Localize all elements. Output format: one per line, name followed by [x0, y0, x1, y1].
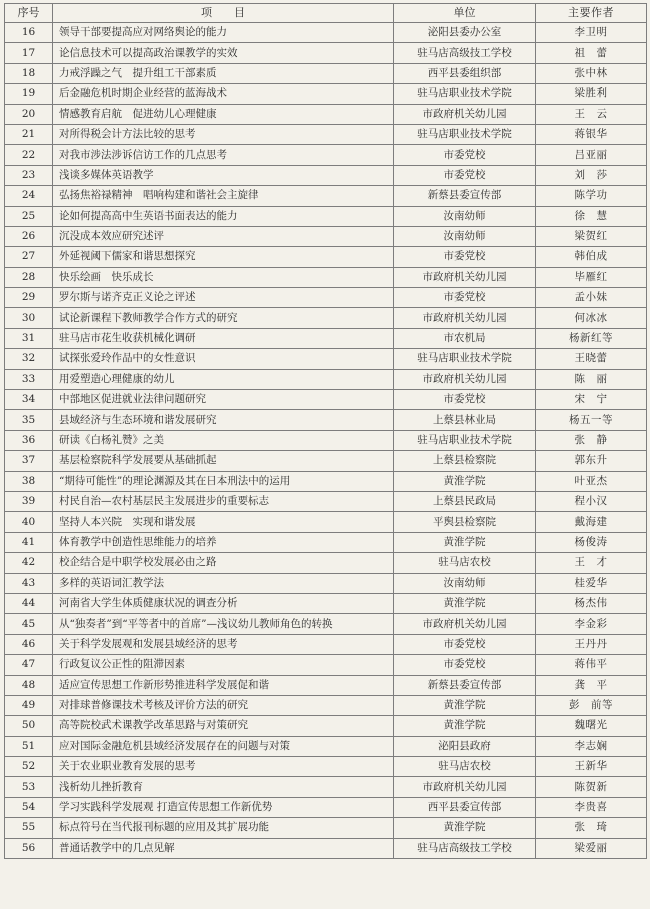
award-table — [4, 3, 647, 859]
row-project: 村民自治—农村基层民主发展进步的重要标志 — [53, 491, 394, 511]
row-unit: 市政府机关幼儿园 — [394, 104, 536, 124]
row-project: 快乐绘画 快乐成长 — [53, 267, 394, 287]
table-row — [5, 165, 647, 185]
row-author: 李贵喜 — [536, 797, 647, 817]
row-project: 多样的英语词汇教学法 — [53, 573, 394, 593]
row-author: 戴海建 — [536, 512, 647, 532]
table-row — [5, 145, 647, 165]
row-unit: 市政府机关幼儿园 — [394, 308, 536, 328]
row-author: 王 才 — [536, 553, 647, 573]
row-author: 陈学功 — [536, 186, 647, 206]
table-row — [5, 63, 647, 83]
row-project: 应对国际金融危机县域经济发展存在的问题与对策 — [53, 736, 394, 756]
row-no: 17 — [5, 43, 53, 63]
row-no: 20 — [5, 104, 53, 124]
row-project: 对我市涉法涉诉信访工作的几点思考 — [53, 145, 394, 165]
row-no: 42 — [5, 553, 53, 573]
row-project: 罗尔斯与诺齐克正义论之评述 — [53, 288, 394, 308]
table-row — [5, 206, 647, 226]
row-unit: 驻马店职业技术学院 — [394, 430, 536, 450]
table-row — [5, 512, 647, 532]
row-unit: 上蔡县民政局 — [394, 491, 536, 511]
row-no: 29 — [5, 288, 53, 308]
row-unit: 驻马店高级技工学校 — [394, 838, 536, 858]
table-row — [5, 430, 647, 450]
row-unit: 驻马店职业技术学院 — [394, 124, 536, 144]
row-project: 标点符号在当代报刊标题的应用及其扩展功能 — [53, 818, 394, 838]
row-unit: 驻马店职业技术学院 — [394, 349, 536, 369]
row-no: 30 — [5, 308, 53, 328]
row-author: 王丹丹 — [536, 634, 647, 654]
row-unit: 西平县委组织部 — [394, 63, 536, 83]
row-author: 王新华 — [536, 757, 647, 777]
table-row — [5, 186, 647, 206]
row-project: 行政复议公正性的阻滞因素 — [53, 655, 394, 675]
table-row — [5, 124, 647, 144]
row-author: 毕雁红 — [536, 267, 647, 287]
table-row — [5, 23, 647, 43]
row-unit: 黄淮学院 — [394, 695, 536, 715]
row-author: 叶亚杰 — [536, 471, 647, 491]
row-author: 吕亚丽 — [536, 145, 647, 165]
row-unit: 黄淮学院 — [394, 593, 536, 613]
row-project: 试探张爱玲作品中的女性意识 — [53, 349, 394, 369]
table-row — [5, 471, 647, 491]
row-author: 祖 蕾 — [536, 43, 647, 63]
row-author: 梁爱丽 — [536, 838, 647, 858]
table-row — [5, 777, 647, 797]
row-no: 21 — [5, 124, 53, 144]
row-unit: 市委党校 — [394, 247, 536, 267]
table-row — [5, 593, 647, 613]
row-unit: 黄淮学院 — [394, 818, 536, 838]
row-unit: 西平县委宣传部 — [394, 797, 536, 817]
table-row — [5, 390, 647, 410]
table-row — [5, 349, 647, 369]
row-no: 41 — [5, 532, 53, 552]
row-unit: 新蔡县委宣传部 — [394, 675, 536, 695]
row-unit: 新蔡县委宣传部 — [394, 186, 536, 206]
row-no: 49 — [5, 695, 53, 715]
row-author: 陈贺新 — [536, 777, 647, 797]
row-project: 学习实践科学发展观 打造宣传思想工作新优势 — [53, 797, 394, 817]
row-no: 36 — [5, 430, 53, 450]
table-row — [5, 634, 647, 654]
row-no: 51 — [5, 736, 53, 756]
award-list-page — [4, 3, 646, 903]
row-unit: 平舆县检察院 — [394, 512, 536, 532]
row-unit: 泌阳县政府 — [394, 736, 536, 756]
row-unit: 市政府机关幼儿园 — [394, 369, 536, 389]
row-unit: 黄淮学院 — [394, 471, 536, 491]
row-author: 李志娴 — [536, 736, 647, 756]
row-unit: 市政府机关幼儿园 — [394, 777, 536, 797]
row-author: 宋 宁 — [536, 390, 647, 410]
row-author: 张 琦 — [536, 818, 647, 838]
row-no: 48 — [5, 675, 53, 695]
row-project: “期待可能性”的理论渊源及其在日本刑法中的运用 — [53, 471, 394, 491]
table-row — [5, 104, 647, 124]
row-project: 从“独奏者”到“平等者中的首席”—浅议幼儿教师角色的转换 — [53, 614, 394, 634]
row-author: 蒋银华 — [536, 124, 647, 144]
row-unit: 市委党校 — [394, 288, 536, 308]
table-row — [5, 491, 647, 511]
row-author: 彭 前等 — [536, 695, 647, 715]
row-project: 河南省大学生体质健康状况的调查分析 — [53, 593, 394, 613]
row-no: 47 — [5, 655, 53, 675]
row-author: 徐 慧 — [536, 206, 647, 226]
row-project: 校企结合是中职学校发展必由之路 — [53, 553, 394, 573]
row-unit: 市政府机关幼儿园 — [394, 267, 536, 287]
row-no: 34 — [5, 390, 53, 410]
table-row — [5, 675, 647, 695]
table-row — [5, 553, 647, 573]
row-project: 对所得税会计方法比较的思考 — [53, 124, 394, 144]
row-unit: 市委党校 — [394, 655, 536, 675]
row-no: 45 — [5, 614, 53, 634]
row-no: 54 — [5, 797, 53, 817]
table-body — [5, 23, 647, 859]
row-no: 23 — [5, 165, 53, 185]
row-no: 56 — [5, 838, 53, 858]
table-row — [5, 451, 647, 471]
row-unit: 市委党校 — [394, 145, 536, 165]
row-project: 普通话教学中的几点见解 — [53, 838, 394, 858]
row-unit: 市委党校 — [394, 634, 536, 654]
row-project: 高等院校武术课教学改革思路与对策研究 — [53, 716, 394, 736]
row-author: 王晓蕾 — [536, 349, 647, 369]
row-project: 沉没成本效应研究述评 — [53, 226, 394, 246]
row-project: 外延视阈下儒家和谐思想探究 — [53, 247, 394, 267]
table-row — [5, 838, 647, 858]
row-no: 44 — [5, 593, 53, 613]
row-project: 驻马店市花生收获机械化调研 — [53, 328, 394, 348]
row-project: 浅谈多媒体英语教学 — [53, 165, 394, 185]
row-unit: 驻马店职业技术学院 — [394, 84, 536, 104]
row-no: 35 — [5, 410, 53, 430]
row-author: 李卫明 — [536, 23, 647, 43]
row-project: 关于农业职业教育发展的思考 — [53, 757, 394, 777]
table-row — [5, 43, 647, 63]
table-row — [5, 655, 647, 675]
row-author: 郭东升 — [536, 451, 647, 471]
row-unit: 驻马店高级技工学校 — [394, 43, 536, 63]
row-no: 16 — [5, 23, 53, 43]
row-author: 王 云 — [536, 104, 647, 124]
row-no: 39 — [5, 491, 53, 511]
row-author: 桂爱华 — [536, 573, 647, 593]
row-unit: 市政府机关幼儿园 — [394, 614, 536, 634]
row-project: 体育教学中创造性思维能力的培养 — [53, 532, 394, 552]
row-unit: 上蔡县检察院 — [394, 451, 536, 471]
row-project: 用爱塑造心理健康的幼儿 — [53, 369, 394, 389]
row-unit: 泌阳县委办公室 — [394, 23, 536, 43]
row-no: 40 — [5, 512, 53, 532]
row-author: 杨新红等 — [536, 328, 647, 348]
row-no: 19 — [5, 84, 53, 104]
table-row — [5, 410, 647, 430]
row-author: 刘 莎 — [536, 165, 647, 185]
table-row — [5, 818, 647, 838]
row-project: 力戒浮躁之气 提升组工干部素质 — [53, 63, 394, 83]
row-author: 杨杰伟 — [536, 593, 647, 613]
row-project: 适应宣传思想工作新形势推进科学发展促和谐 — [53, 675, 394, 695]
row-unit: 黄淮学院 — [394, 532, 536, 552]
row-no: 31 — [5, 328, 53, 348]
row-no: 18 — [5, 63, 53, 83]
row-no: 33 — [5, 369, 53, 389]
row-project: 后金融危机时期企业经营的蓝海战术 — [53, 84, 394, 104]
row-no: 22 — [5, 145, 53, 165]
table-row — [5, 614, 647, 634]
table-row — [5, 573, 647, 593]
table-row — [5, 247, 647, 267]
row-author: 蒋伟平 — [536, 655, 647, 675]
table-row — [5, 267, 647, 287]
row-project: 浅析幼儿挫折教育 — [53, 777, 394, 797]
row-project: 论信息技术可以提高政治课教学的实效 — [53, 43, 394, 63]
row-author: 龚 平 — [536, 675, 647, 695]
row-project: 论如何提高高中生英语书面表达的能力 — [53, 206, 394, 226]
row-unit: 汝南幼师 — [394, 573, 536, 593]
row-project: 中部地区促进就业法律问题研究 — [53, 390, 394, 410]
row-unit: 市委党校 — [394, 390, 536, 410]
row-project: 坚持人本兴院 实现和谐发展 — [53, 512, 394, 532]
row-no: 43 — [5, 573, 53, 593]
row-unit: 黄淮学院 — [394, 716, 536, 736]
table-row — [5, 716, 647, 736]
row-unit: 市委党校 — [394, 165, 536, 185]
row-no: 50 — [5, 716, 53, 736]
table-row — [5, 369, 647, 389]
row-project: 弘扬焦裕禄精神 唱响构建和谐社会主旋律 — [53, 186, 394, 206]
row-project: 基层检察院科学发展要从基础抓起 — [53, 451, 394, 471]
header-author: 主要作者 — [536, 4, 647, 23]
row-no: 53 — [5, 777, 53, 797]
row-no: 55 — [5, 818, 53, 838]
table-row — [5, 757, 647, 777]
header-project: 项 目 — [53, 4, 394, 23]
table-row — [5, 84, 647, 104]
row-project: 情感教育启航 促进幼儿心理健康 — [53, 104, 394, 124]
row-author: 陈 丽 — [536, 369, 647, 389]
row-project: 试论新课程下教师教学合作方式的研究 — [53, 308, 394, 328]
row-no: 32 — [5, 349, 53, 369]
table-row — [5, 226, 647, 246]
row-no: 26 — [5, 226, 53, 246]
row-no: 28 — [5, 267, 53, 287]
table-row — [5, 328, 647, 348]
row-author: 何冰冰 — [536, 308, 647, 328]
row-project: 县域经济与生态环境和谐发展研究 — [53, 410, 394, 430]
row-author: 韩伯成 — [536, 247, 647, 267]
table-row — [5, 736, 647, 756]
row-author: 梁胜利 — [536, 84, 647, 104]
header-unit: 单位 — [394, 4, 536, 23]
row-no: 52 — [5, 757, 53, 777]
row-author: 李金彩 — [536, 614, 647, 634]
row-no: 25 — [5, 206, 53, 226]
row-author: 程小汉 — [536, 491, 647, 511]
row-author: 杨俊涛 — [536, 532, 647, 552]
row-unit: 驻马店农校 — [394, 757, 536, 777]
row-author: 孟小妹 — [536, 288, 647, 308]
table-row — [5, 695, 647, 715]
row-author: 梁贺红 — [536, 226, 647, 246]
row-unit: 汝南幼师 — [394, 226, 536, 246]
row-unit: 汝南幼师 — [394, 206, 536, 226]
table-row — [5, 288, 647, 308]
row-project: 研读《白杨礼赞》之美 — [53, 430, 394, 450]
row-author: 张中林 — [536, 63, 647, 83]
row-no: 46 — [5, 634, 53, 654]
row-unit: 市农机局 — [394, 328, 536, 348]
row-author: 张 静 — [536, 430, 647, 450]
table-row — [5, 532, 647, 552]
row-no: 27 — [5, 247, 53, 267]
row-no: 38 — [5, 471, 53, 491]
table-header-row — [5, 4, 647, 23]
row-no: 24 — [5, 186, 53, 206]
table-row — [5, 308, 647, 328]
row-unit: 驻马店农校 — [394, 553, 536, 573]
row-author: 杨五一等 — [536, 410, 647, 430]
table-row — [5, 797, 647, 817]
row-no: 37 — [5, 451, 53, 471]
row-project: 领导干部要提高应对网络舆论的能力 — [53, 23, 394, 43]
row-unit: 上蔡县林业局 — [394, 410, 536, 430]
header-no: 序号 — [5, 4, 53, 23]
row-project: 关于科学发展观和发展县域经济的思考 — [53, 634, 394, 654]
row-project: 对排球普修课技术考核及评价方法的研究 — [53, 695, 394, 715]
row-author: 魏曙光 — [536, 716, 647, 736]
